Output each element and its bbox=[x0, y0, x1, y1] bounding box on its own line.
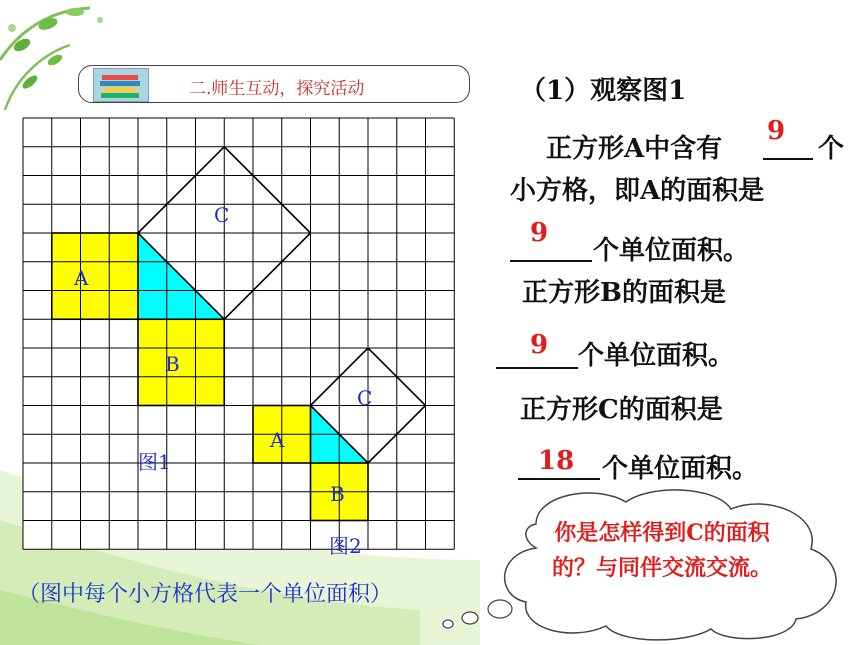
answer-c: 18 bbox=[538, 446, 575, 476]
label-fig1-c: C bbox=[214, 203, 230, 227]
answer-a1: 9 bbox=[767, 116, 786, 146]
grid-note: （图中每个小方格代表一个单位面积） bbox=[18, 582, 393, 607]
label-fig1-a: A bbox=[74, 266, 89, 290]
caption-fig1: 图1 bbox=[138, 450, 171, 474]
fig1-square-b bbox=[138, 319, 224, 405]
question-heading: （1）观察图1 bbox=[520, 76, 687, 106]
label-fig1-b: B bbox=[165, 352, 180, 376]
answer-b: 9 bbox=[530, 330, 549, 360]
blank-a2 bbox=[510, 260, 592, 262]
line5: 个单位面积。 bbox=[578, 341, 735, 371]
label-fig2-a: A bbox=[270, 428, 285, 452]
grid-background bbox=[23, 118, 454, 549]
fig1-square-a bbox=[52, 233, 138, 319]
line6: 正方形C的面积是 bbox=[520, 395, 723, 425]
blank-c bbox=[518, 478, 600, 480]
caption-fig2: 图2 bbox=[329, 534, 362, 558]
blank-a1 bbox=[763, 158, 813, 160]
line7: 个单位面积。 bbox=[602, 454, 759, 484]
line1-suffix: 个 bbox=[818, 134, 845, 164]
bubble-text: 你是怎样得到C的面积的？与同伴交流交流。 bbox=[551, 520, 772, 582]
line4: 正方形B的面积是 bbox=[522, 278, 726, 308]
line1-prefix: 正方形A中含有 bbox=[546, 134, 723, 164]
line2: 小方格，即A的面积是 bbox=[510, 176, 765, 206]
answer-a2: 9 bbox=[530, 218, 549, 248]
banner-title: 二.师生互动，探究活动 bbox=[189, 79, 365, 99]
label-fig2-b: B bbox=[330, 482, 345, 506]
blank-b bbox=[496, 367, 578, 369]
label-fig2-c: C bbox=[357, 386, 373, 410]
line3: 个单位面积。 bbox=[593, 236, 750, 266]
